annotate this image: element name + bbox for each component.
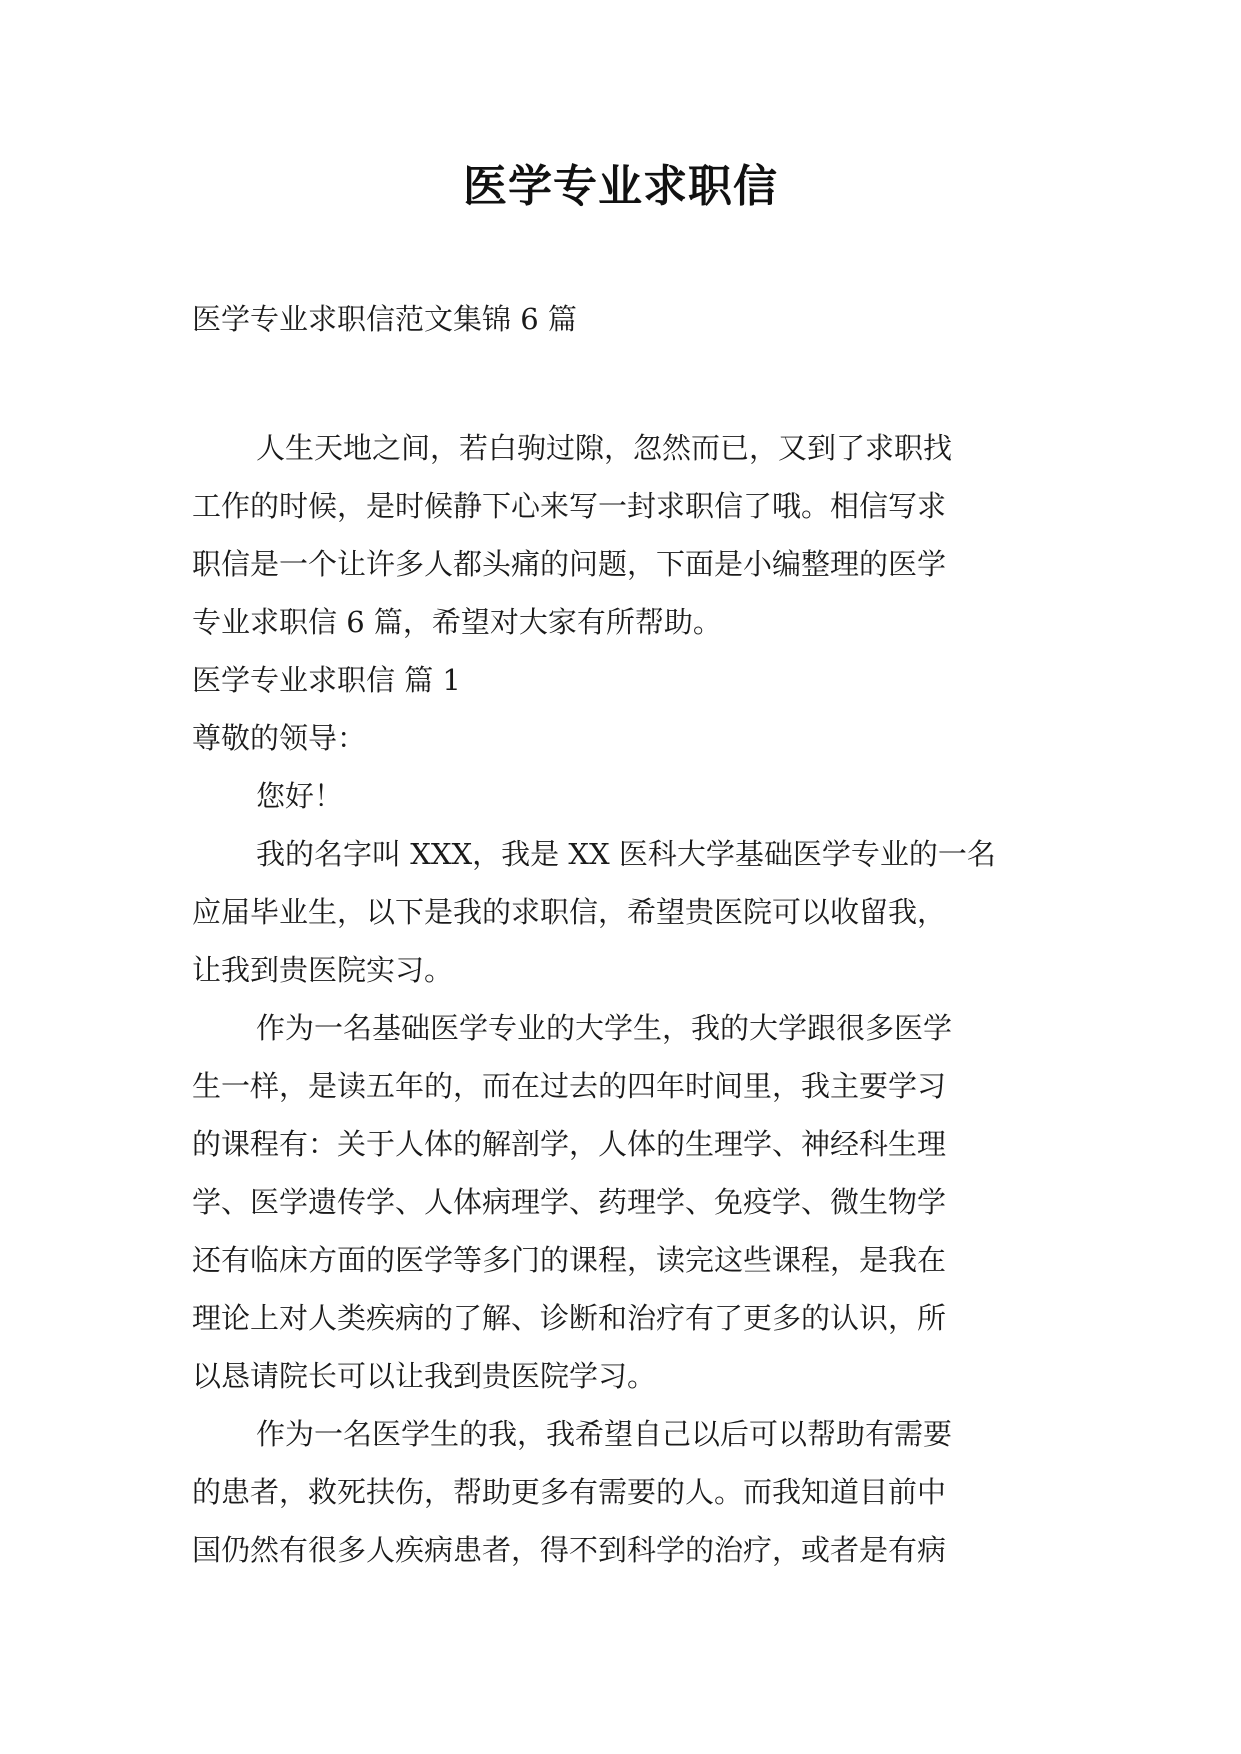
- paragraph-line: 的患者，救死扶伤，帮助更多有需要的人。而我知道目前中: [192, 1475, 947, 1509]
- paragraph-line: 专业求职信 6 篇，希望对大家有所帮助。: [192, 605, 722, 639]
- body-paragraph-2: [192, 999, 1060, 1405]
- section-heading: 医学专业求职信 篇 1: [192, 663, 461, 697]
- paragraph-line: 应届毕业生，以下是我的求职信，希望贵医院可以收留我，: [192, 895, 947, 929]
- document-subtitle: 医学专业求职信范文集锦 6 篇: [192, 302, 577, 336]
- document-body: [192, 290, 1060, 1579]
- intro-paragraph: [192, 419, 1060, 651]
- body-paragraph-3: [192, 1405, 1060, 1579]
- paragraph-line: 人生天地之间，若白驹过隙，忽然而已，又到了求职找: [256, 431, 953, 465]
- paragraph-line: 我的名字叫 XXX，我是 XX 医科大学基础医学专业的一名: [256, 837, 996, 871]
- body-paragraph-1: [192, 825, 1060, 999]
- paragraph-line: 学、医学遗传学、人体病理学、药理学、免疫学、微生物学: [192, 1185, 947, 1219]
- paragraph-line: 让我到贵医院实习。: [192, 953, 454, 987]
- salutation: 尊敬的领导：: [192, 721, 367, 755]
- paragraph-line: 职信是一个让许多人都头痛的问题，下面是小编整理的医学: [192, 547, 947, 581]
- paragraph-line: 作为一名基础医学专业的大学生，我的大学跟很多医学: [256, 1011, 953, 1045]
- paragraph-line: 工作的时候，是时候静下心来写一封求职信了哦。相信写求: [192, 489, 947, 523]
- paragraph-line: 国仍然有很多人疾病患者，得不到科学的治疗，或者是有病: [192, 1533, 947, 1567]
- document-title: 医学专业求职信: [463, 161, 778, 212]
- paragraph-line: 的课程有：关于人体的解剖学，人体的生理学、神经科生理: [192, 1127, 947, 1161]
- paragraph-line: 生一样，是读五年的，而在过去的四年时间里，我主要学习: [192, 1069, 947, 1103]
- greeting: 您好！: [256, 779, 344, 813]
- paragraph-line: 理论上对人类疾病的了解、诊断和治疗有了更多的认识，所: [192, 1301, 947, 1335]
- paragraph-line: 作为一名医学生的我，我希望自己以后可以帮助有需要: [256, 1417, 953, 1451]
- paragraph-line: 以恳请院长可以让我到贵医院学习。: [192, 1359, 657, 1393]
- paragraph-line: 还有临床方面的医学等多门的课程，读完这些课程，是我在: [192, 1243, 947, 1277]
